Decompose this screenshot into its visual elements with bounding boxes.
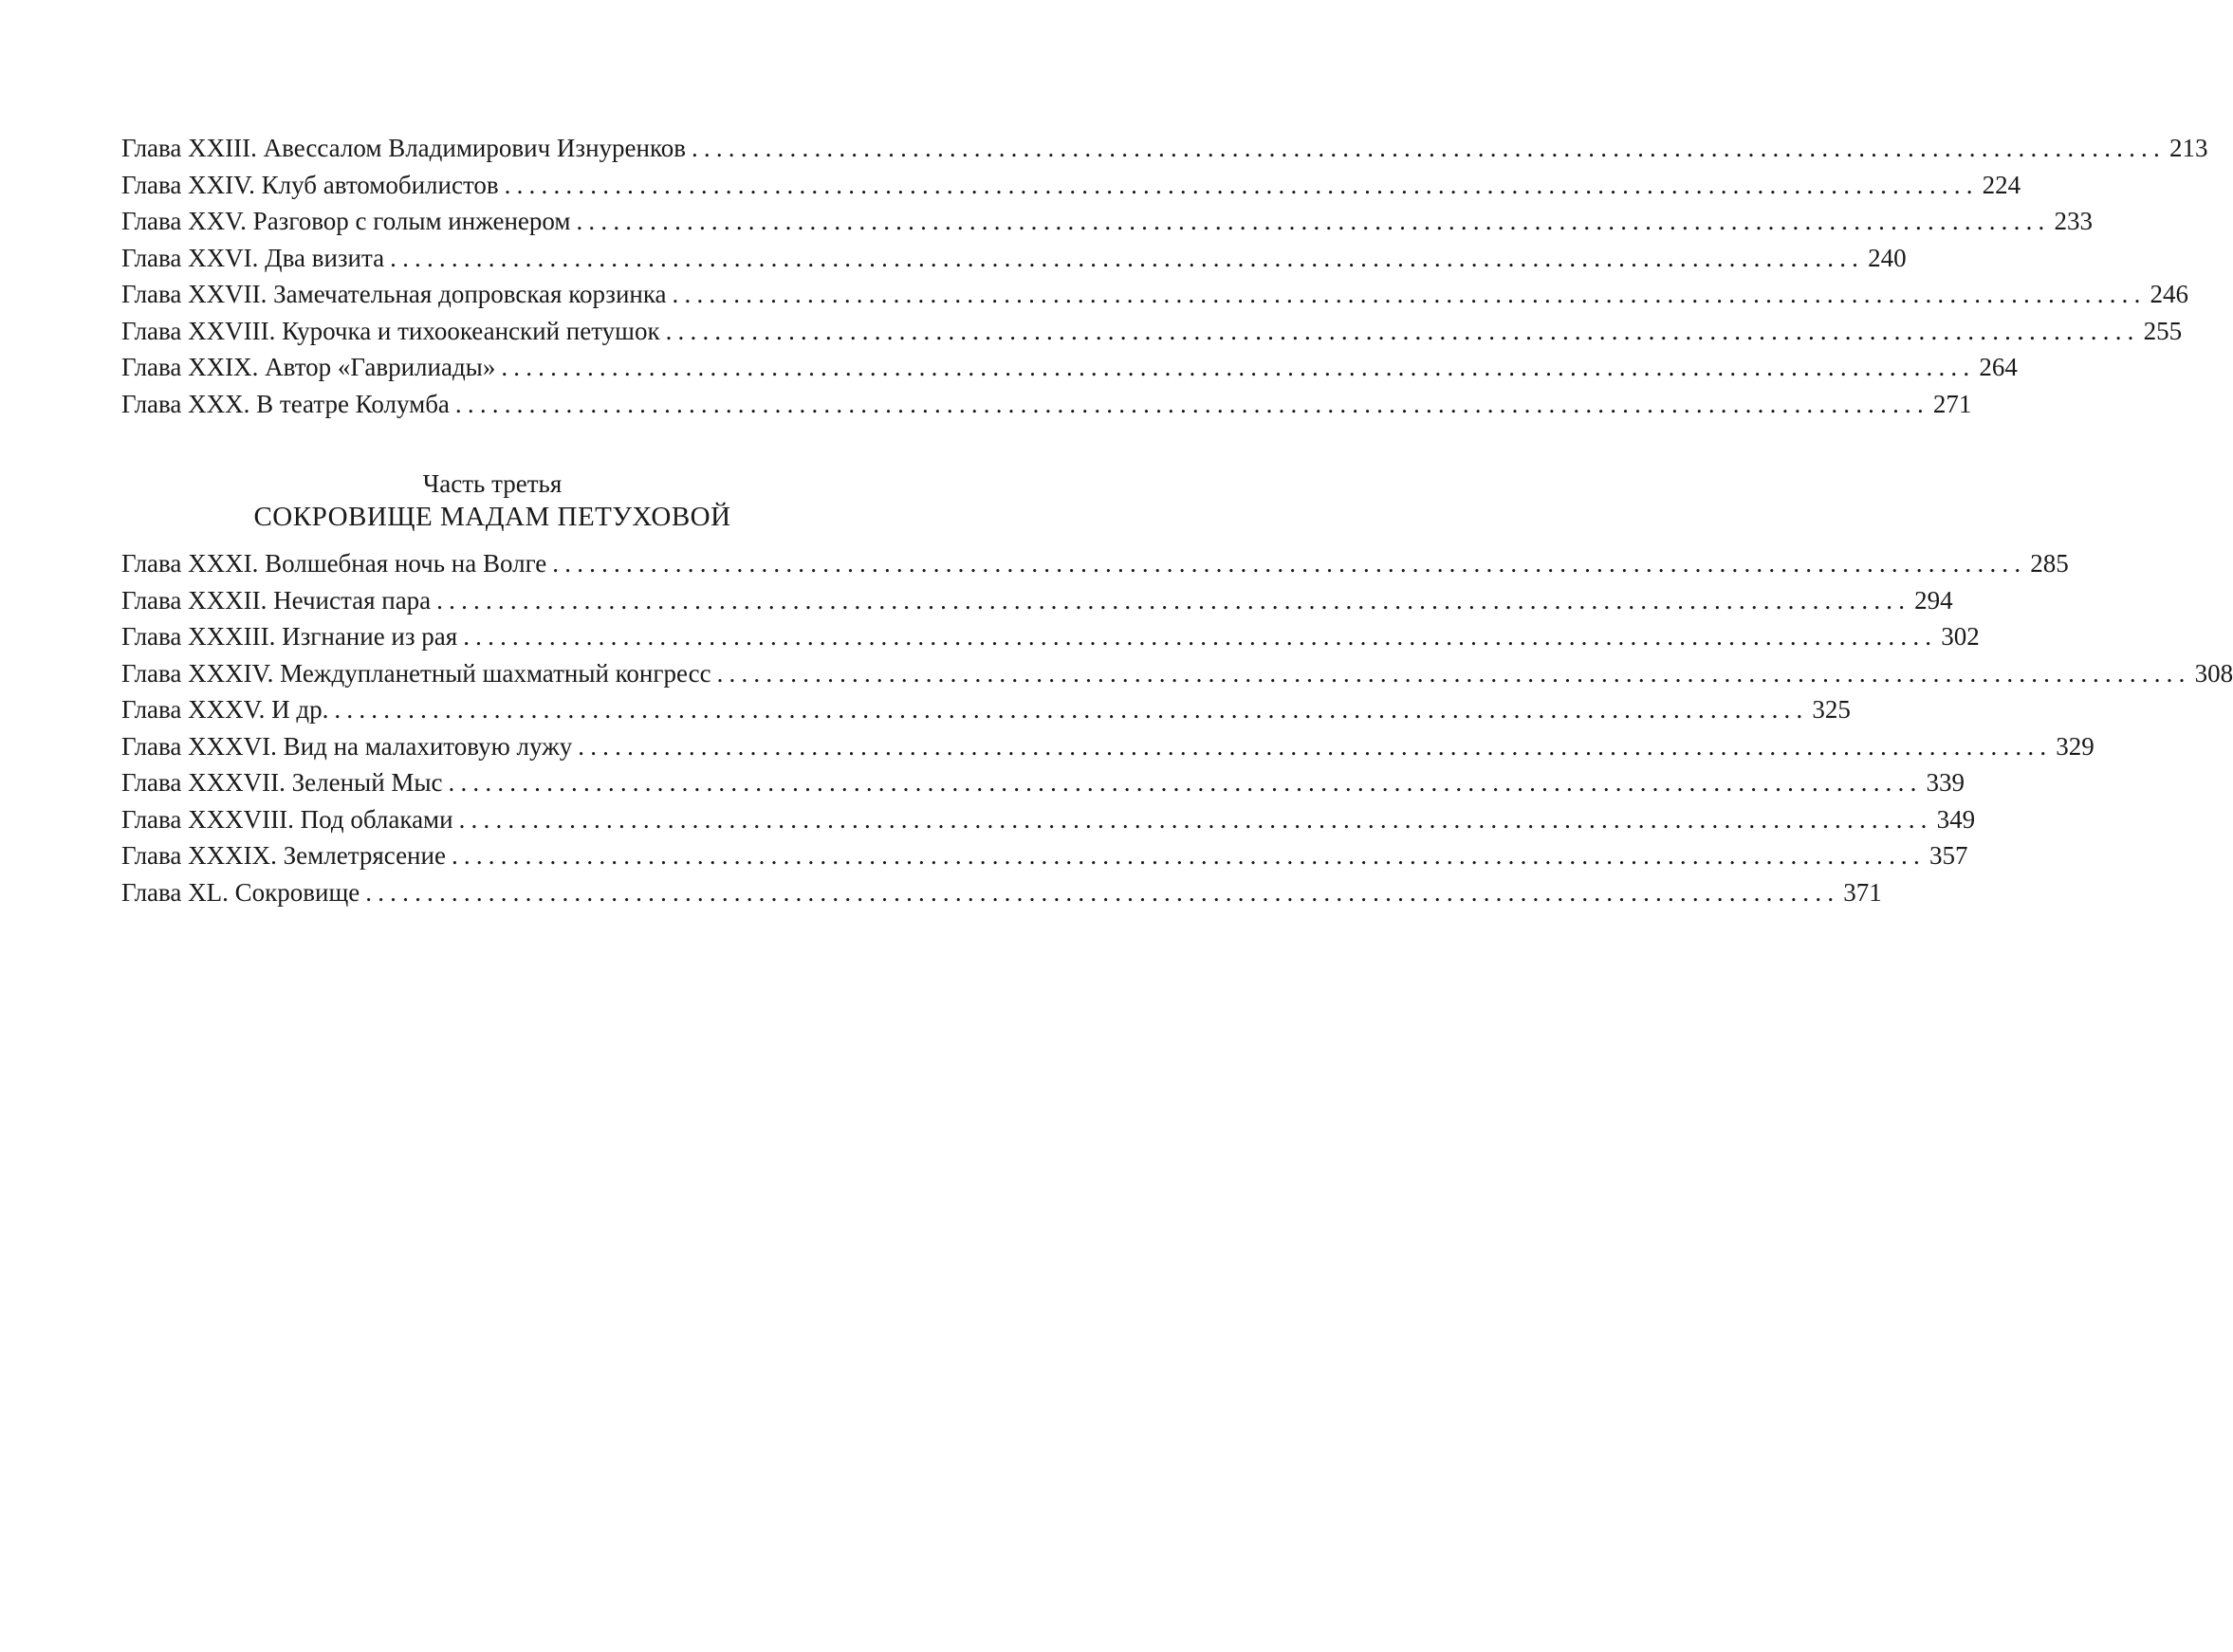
toc-section-part-three (121, 545, 2233, 910)
dot-leader: ........................................................................................................................ (365, 877, 1840, 907)
toc-entry (121, 655, 2233, 692)
toc-entry-title: Глава XXXIV. Междупланетный шахматный конгресс (121, 658, 711, 688)
toc-entry (121, 240, 1907, 277)
dot-leader: ........................................................................................................................ (463, 622, 1938, 651)
toc-entry-title: Глава XXV. Разговор с голым инженером (121, 207, 571, 235)
toc-entry-page: 233 (2054, 207, 2093, 235)
toc-entry-title: Глава XXXIX. Землетрясение (121, 841, 446, 870)
toc-entry (121, 837, 1968, 874)
toc-entry-page: 325 (1812, 695, 1851, 724)
toc-entry (121, 130, 2208, 167)
part-heading (121, 468, 863, 534)
toc-entry-page: 271 (1932, 389, 1972, 418)
dot-leader: ........................................................................................................................ (504, 170, 1979, 199)
toc-entry-title: Глава XXIX. Автор «Гаврилиады» (121, 353, 496, 381)
toc-entry-title: Глава XXIV. Клуб автомобилистов (121, 170, 499, 199)
toc-entry-page: 302 (1941, 622, 1980, 651)
dot-leader: ........................................................................................................................ (454, 389, 1929, 418)
toc-entry-page: 371 (1843, 877, 1882, 907)
toc-entry-title: Глава XXXI. Волшебная ночь на Волге (121, 549, 547, 578)
dot-leader: ........................................................................................................................ (576, 207, 2051, 235)
toc-entry (121, 203, 2093, 240)
dot-leader: ........................................................................................................................ (716, 658, 2191, 688)
toc-entry-page: 285 (2030, 549, 2069, 578)
part-label: Часть третья (422, 469, 563, 498)
toc-entry-title: Глава XXXIII. Изгнание из рая (121, 622, 458, 651)
toc-entry-title: Глава XXVI. Два визита (121, 243, 385, 272)
toc-entry-title: Глава XXXV. И др. (121, 695, 329, 724)
dot-leader: ........................................................................................................................ (501, 353, 1976, 381)
dot-leader: ........................................................................................................................ (334, 695, 1809, 724)
toc-entry (121, 618, 1980, 655)
toc-entry-title: Глава XXX. В театре Колумба (121, 389, 450, 418)
toc-entry (121, 728, 2095, 765)
toc-entry-page: 255 (2143, 316, 2183, 345)
toc-entry-page: 240 (1868, 243, 1907, 272)
toc-entry (121, 691, 1851, 728)
part-title: СОКРОВИЩЕ МАДАМ ПЕТУХОВОЙ (253, 502, 731, 532)
table-of-contents (121, 130, 2233, 910)
dot-leader: ........................................................................................................................ (578, 731, 2053, 761)
toc-entry (121, 764, 1965, 801)
toc-entry-page: 264 (1979, 353, 2018, 381)
toc-entry-title: Глава XXXVIII. Под облаками (121, 804, 453, 834)
toc-entry-title: Глава XXXVI. Вид на малахитовую лужу (121, 731, 573, 761)
dot-leader: ........................................................................................................................ (436, 585, 1911, 615)
dot-leader: ........................................................................................................................ (390, 243, 1865, 272)
toc-entry (121, 276, 2189, 313)
toc-entry-page: 339 (1926, 768, 1965, 797)
dot-leader: ........................................................................................................................ (665, 316, 2140, 345)
dot-leader: ........................................................................................................................ (552, 549, 2027, 578)
toc-entry (121, 801, 1976, 838)
toc-entry (121, 167, 2021, 204)
dot-leader: ........................................................................................................................ (451, 841, 1926, 870)
toc-entry-page: 357 (1928, 841, 1968, 870)
toc-entry (121, 349, 2018, 386)
toc-section-part-two (121, 130, 2208, 422)
toc-entry (121, 313, 2183, 350)
toc-entry-page: 329 (2056, 731, 2095, 761)
toc-entry (121, 874, 1882, 911)
dot-leader: ........................................................................................................................ (448, 768, 1923, 797)
toc-entry-page: 213 (2168, 134, 2208, 162)
toc-entry-title: Глава XL. Сокровище (121, 877, 360, 907)
toc-entry-title: Глава XXXVII. Зеленый Мыс (121, 768, 443, 797)
toc-entry (121, 582, 1953, 619)
dot-leader: ........................................................................................................................ (458, 804, 1933, 834)
toc-entry-title: Глава XXIII. Авессалом Владимирович Изнуренков (121, 134, 686, 162)
toc-entry (121, 386, 1972, 423)
toc-entry (121, 545, 2069, 582)
toc-entry-page: 224 (1982, 170, 2021, 199)
toc-entry-page: 246 (2150, 280, 2189, 308)
dot-leader: ........................................................................................................................ (691, 134, 2166, 162)
toc-entry-title: Глава XXVIII. Курочка и тихоокеанский петушок (121, 316, 660, 345)
toc-entry-page: 294 (1914, 585, 1953, 615)
toc-entry-page: 349 (1936, 804, 1976, 834)
toc-entry-title: Глава XXXII. Нечистая пара (121, 585, 432, 615)
dot-leader: ........................................................................................................................ (672, 280, 2147, 308)
toc-entry-page: 308 (2194, 658, 2233, 688)
toc-entry-title: Глава XXVII. Замечательная допровская корзинка (121, 280, 667, 308)
